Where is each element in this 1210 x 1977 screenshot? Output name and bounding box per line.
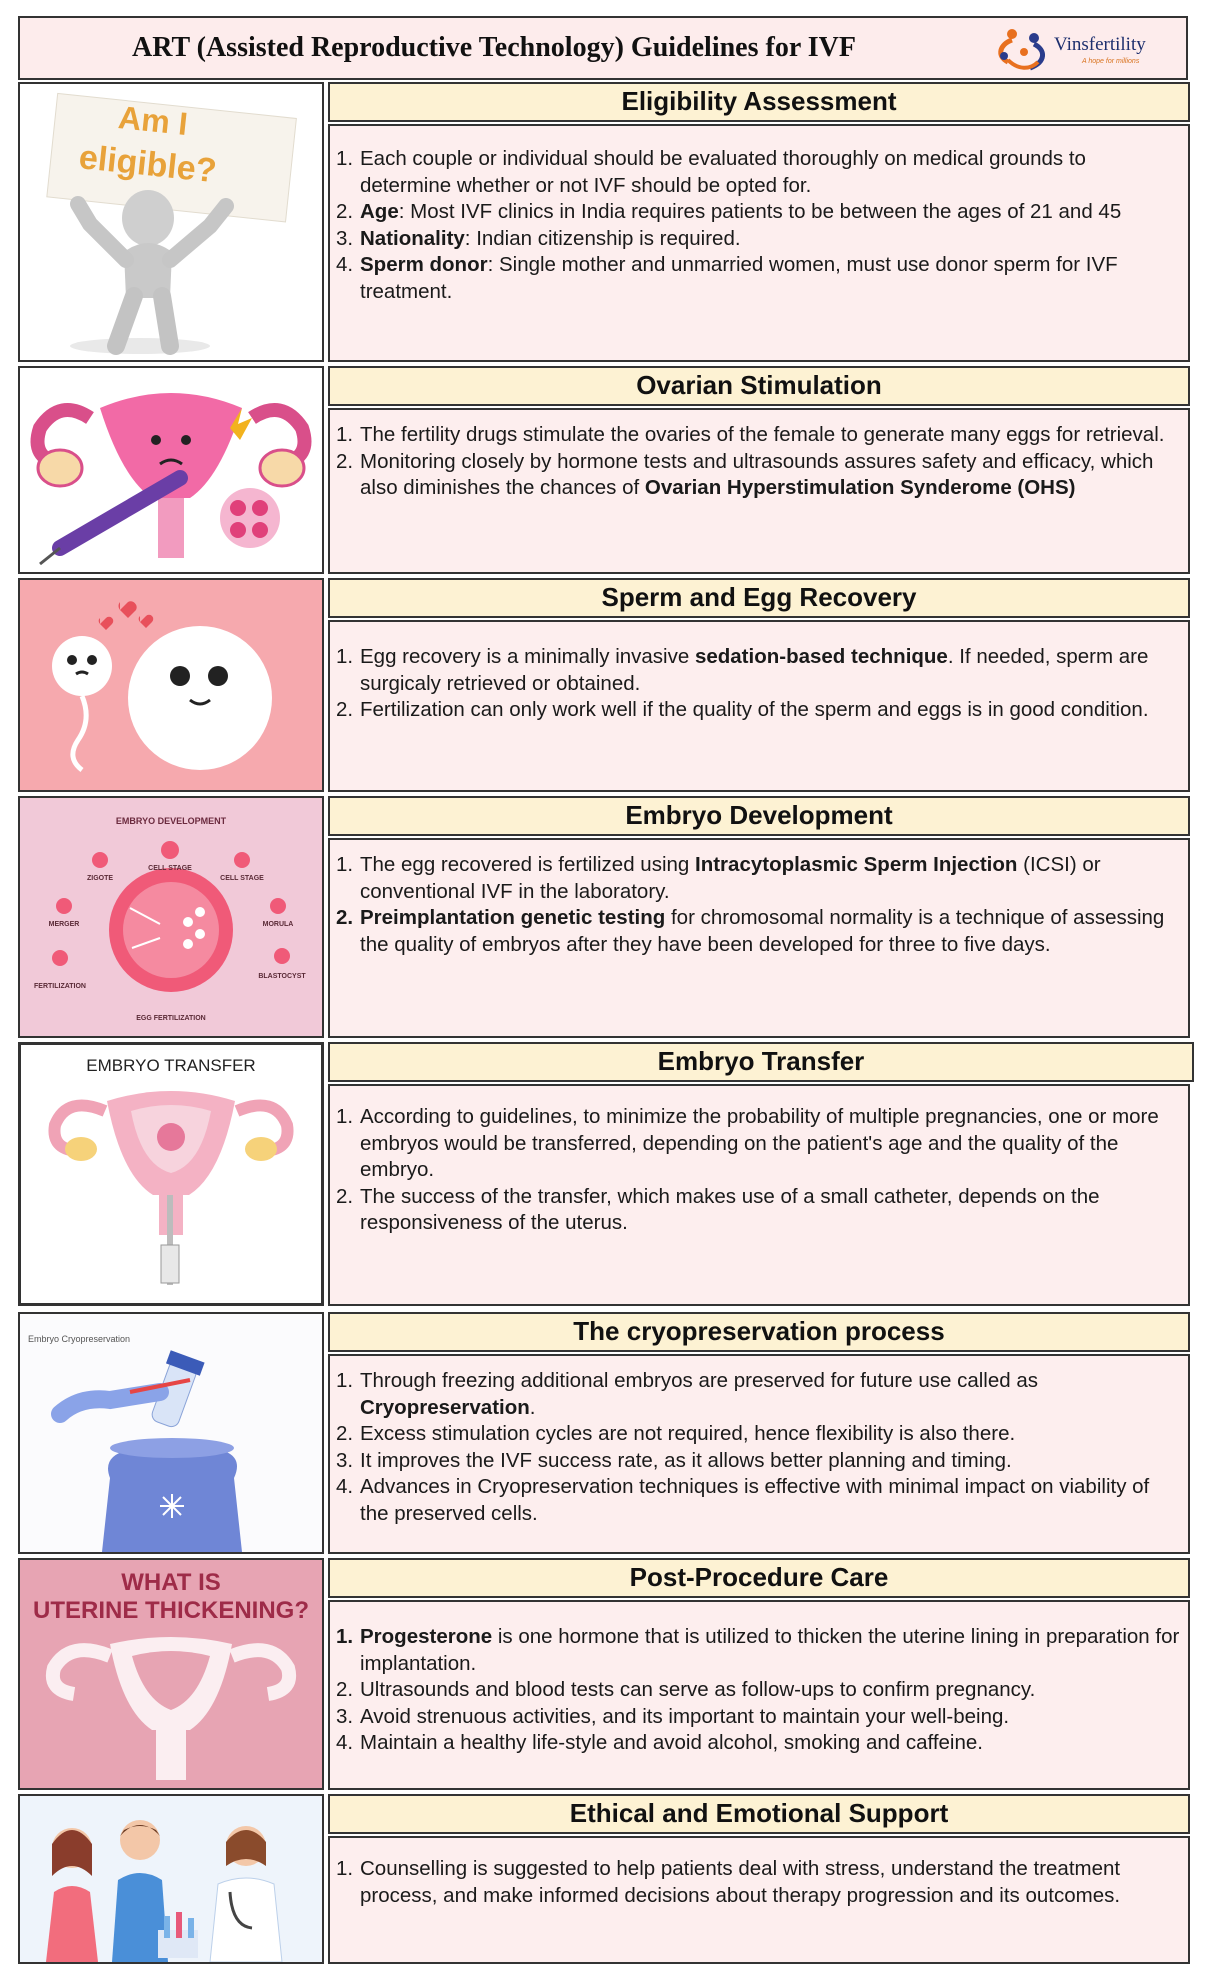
uterus-catheter-icon [21, 1045, 321, 1303]
section-content [328, 124, 1190, 362]
section-title: Embryo Development [328, 796, 1190, 836]
list-item: 4. Maintain a healthy life-style and avoid alcohol, smoking and caffeine. [336, 1731, 983, 1754]
sign-line-2: eligible? [77, 138, 219, 191]
list-item: 3. It improves the IVF success rate, as it allows better planning and timing. [336, 1448, 1012, 1472]
list-item: 2. The success of the transfer, which makes use of a small catheter, depends on the responsiveness of the uterus. [336, 1184, 1100, 1234]
section-content [328, 1354, 1190, 1554]
section-title: The cryopreservation process [328, 1312, 1190, 1352]
svg-text:CELL STAGE: CELL STAGE [148, 865, 192, 872]
section-content [328, 620, 1190, 792]
uterus-paper-icon [20, 1560, 322, 1788]
section-content [328, 838, 1190, 1038]
uterine-thickening-illustration [18, 1558, 324, 1790]
ovarian-illustration [18, 366, 324, 574]
embryo-stages-diagram-icon [20, 798, 322, 1036]
section-content [328, 408, 1190, 574]
embryo-development-illustration [18, 796, 324, 1038]
svg-text:EGG FERTILIZATION: EGG FERTILIZATION [136, 1015, 206, 1022]
section-title: Sperm and Egg Recovery [328, 578, 1190, 618]
sign-line-1: Am I [116, 98, 190, 143]
support-illustration [18, 1794, 324, 1964]
page-title: ART (Assisted Reproductive Technology) Guidelines for IVF [132, 32, 856, 63]
list-item: 1. Each couple or individual should be evaluated thoroughly on medical grounds to determine whether or not IVF should be opted for. [336, 147, 1086, 197]
list-item: 3. Nationality: Indian citizenship is required. [336, 226, 741, 250]
image-title-line-1: WHAT IS [121, 1569, 221, 1596]
list-item: 2. Monitoring closely by hormone tests and ultrasounds assures safety and efficacy, which also diminishes the chances of Ovarian Hyperstimulation Synderome (OHS) [336, 449, 1154, 499]
svg-text:MERGER: MERGER [48, 921, 80, 928]
section-eligibility [18, 82, 1190, 362]
logo-brand: Vinsfertility [1054, 34, 1146, 55]
svg-text:ZIGOTE: ZIGOTE [86, 875, 114, 882]
list-item: 3. Avoid strenuous activities, and its important to maintain your well-being. [336, 1704, 1010, 1728]
svg-text:BLASTOCYST: BLASTOCYST [258, 973, 306, 980]
cryopreservation-illustration [18, 1312, 324, 1554]
section-title: Embryo Transfer [328, 1042, 1194, 1082]
section-title: Ovarian Stimulation [328, 366, 1190, 406]
list-item: 2. Age: Most IVF clinics in India requires patients to be between the ages of 21 and 45 [336, 200, 1122, 223]
cryo-tank-icon [20, 1314, 322, 1552]
list-item: 4. Sperm donor: Single mother and unmarried women, must use donor sperm for IVF treatment. [336, 253, 1118, 303]
section-title: Eligibility Assessment [328, 82, 1190, 122]
image-caption: Embryo Cryopreservation [28, 1334, 131, 1344]
embryo-transfer-illustration [18, 1042, 324, 1306]
svg-text:CELL STAGE: CELL STAGE [220, 875, 264, 882]
logo-tagline: A hope for millions [1082, 58, 1140, 65]
section-ethical-emotional-support [18, 1794, 1190, 1964]
list-item: 2. Ultrasounds and blood tests can serve as follow-ups to confirm pregnancy. [336, 1678, 1036, 1701]
list-item: 2. Preimplantation genetic testing for chromosomal normality is a technique of assessing the quality of embryos after they have been developed for three to five days. [336, 906, 1165, 956]
vinsfertility-logo [990, 22, 1176, 76]
diagram-heading: EMBRYO DEVELOPMENT [115, 816, 227, 826]
page-header [18, 16, 1188, 80]
svg-text:FERTILIZATION: FERTILIZATION [34, 983, 86, 990]
list-item: 1. The egg recovered is fertilized using Intracytoplasmic Sperm Injection (ICSI) or conventional IVF in the laboratory. [336, 853, 1101, 903]
list-item: 2. Excess stimulation cycles are not required, hence flexibility is also there. [336, 1422, 1016, 1445]
section-content [328, 1084, 1190, 1306]
section-sperm-egg-recovery [18, 578, 1190, 792]
section-title: Post-Procedure Care [328, 1558, 1190, 1598]
section-embryo-development [18, 796, 1190, 1038]
list-item: 1. Through freezing additional embryos are preserved for future use called as Cryopreservation. [336, 1369, 1039, 1419]
section-content [328, 1836, 1190, 1964]
list-item: 2. Fertilization can only work well if the quality of the sperm and eggs is in good condition. [336, 698, 1149, 721]
section-embryo-transfer [18, 1042, 1190, 1306]
list-item: 1. The fertility drugs stimulate the ovaries of the female to generate many eggs for retrieval. [336, 423, 1165, 446]
image-title-line-2: UTERINE THICKENING? [33, 1597, 309, 1624]
svg-text:MORULA: MORULA [262, 921, 294, 928]
list-item: 1. Progesterone is one hormone that is utilized to thicken the uterine lining in preparation for implantation. [336, 1625, 1180, 1675]
sperm-egg-characters-icon [20, 580, 322, 790]
list-item: 1. According to guidelines, to minimize the probability of multiple pregnancies, one or more embryos would be transferred, depending on the patient's age and the quality of the embryo. [336, 1105, 1159, 1181]
sperm-egg-illustration [18, 578, 324, 792]
list-item: 1. Egg recovery is a minimally invasive sedation-based technique. If needed, sperm are surgicaly retrieved or obtained. [336, 645, 1149, 695]
section-post-procedure-care [18, 1558, 1190, 1790]
section-ovarian-stimulation [18, 366, 1190, 574]
people-logo-icon [990, 22, 1060, 76]
couple-doctor-icon [20, 1796, 322, 1962]
section-cryopreservation [18, 1312, 1190, 1554]
section-title: Ethical and Emotional Support [328, 1794, 1190, 1834]
list-item: 1. Counselling is suggested to help patients deal with stress, understand the treatment process, and make informed decisions about therapy progression and its outcomes. [336, 1857, 1121, 1907]
section-content [328, 1600, 1190, 1790]
eligibility-illustration [18, 82, 324, 362]
image-caption: EMBRYO TRANSFER [86, 1056, 256, 1075]
list-item: 4. Advances in Cryopreservation techniques is effective with minimal impact on viability of the preserved cells. [336, 1475, 1150, 1525]
uterus-syringe-icon [20, 368, 322, 572]
person-holding-sign-icon [20, 84, 322, 360]
